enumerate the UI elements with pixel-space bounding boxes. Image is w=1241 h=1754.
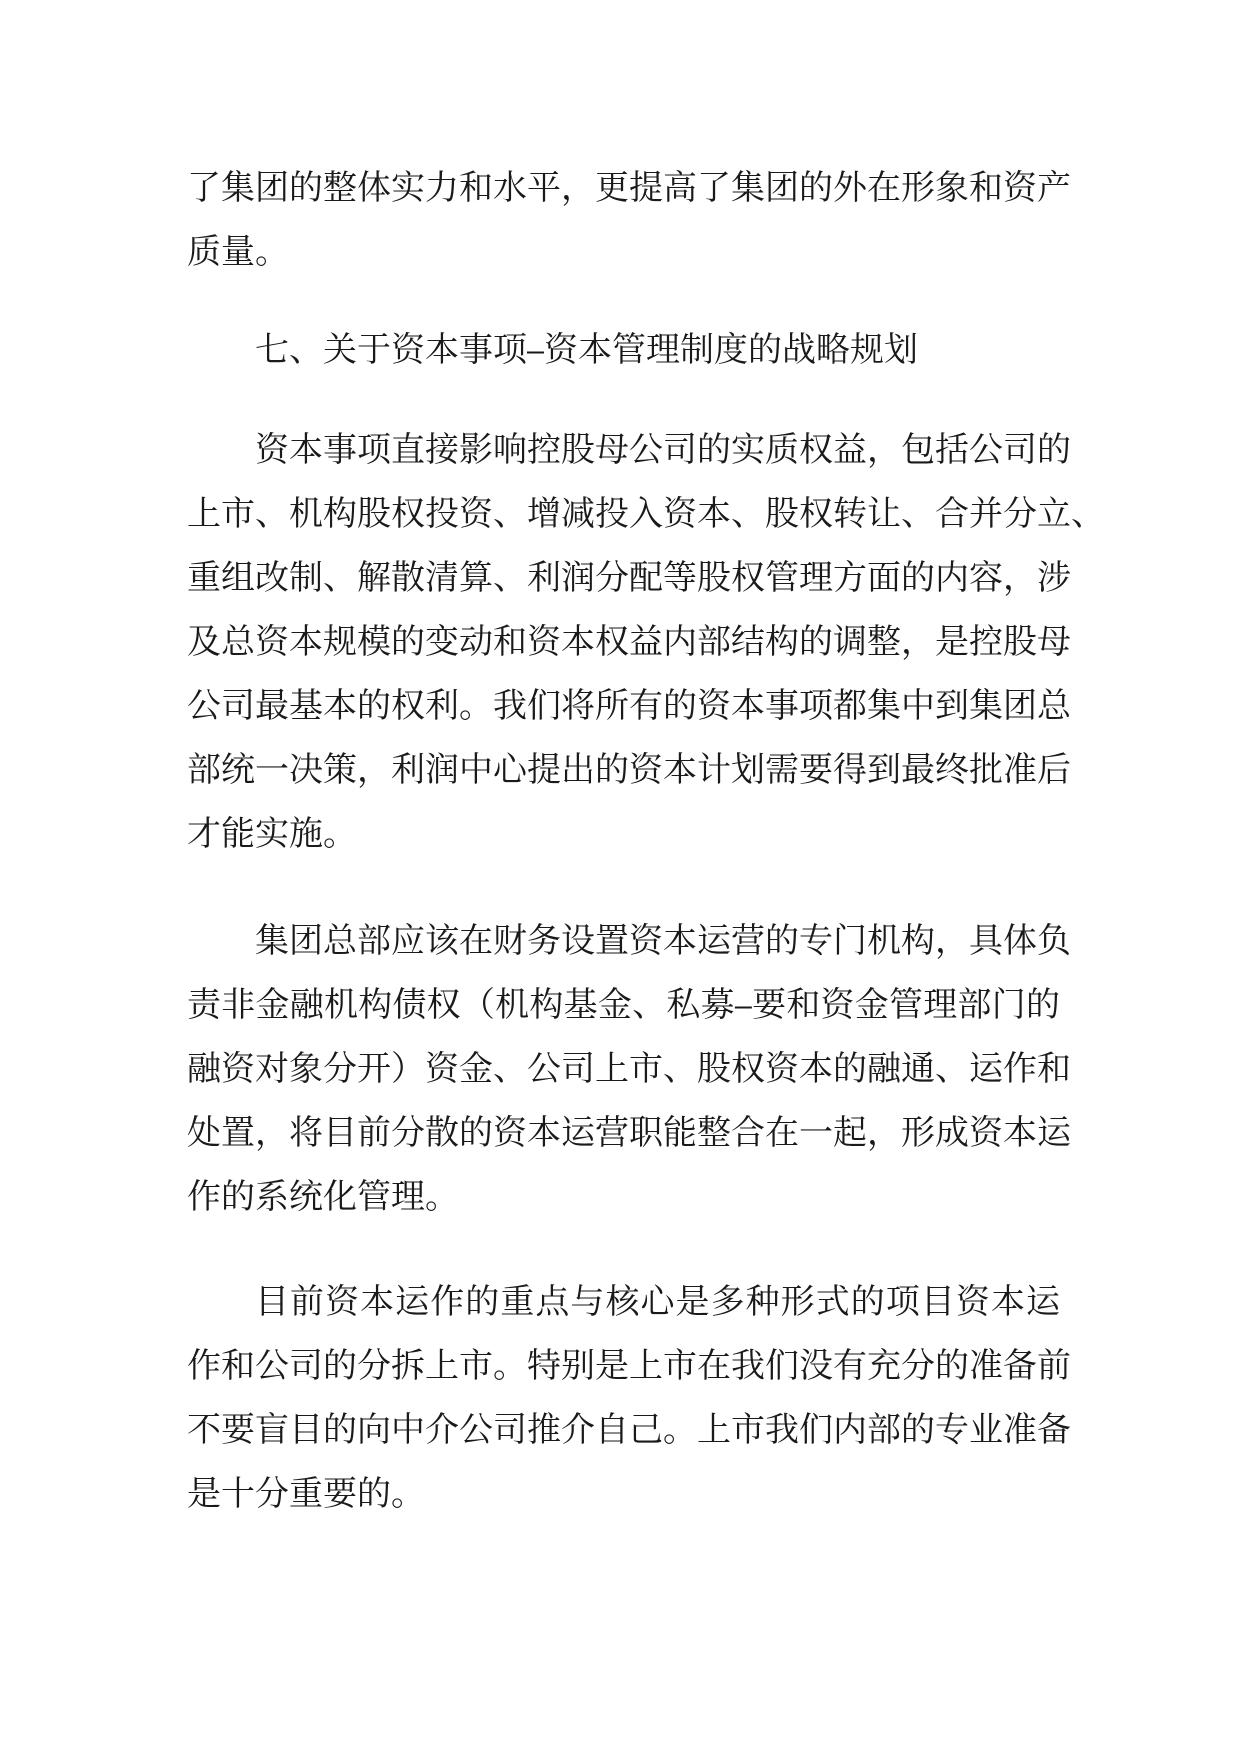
section-heading-text: 七、关于资本事项⎯资本管理制度的战略规划 — [255, 330, 918, 370]
text-line: 责非金融机构债权（机构基金、私募⎯要和资金管理部门的 — [187, 985, 1060, 1025]
paragraph-capital-operation-unit — [187, 909, 1071, 1229]
text-line: 是十分重要的。 — [187, 1474, 425, 1514]
text-line: 融资对象分开）资金、公司上市、股权资本的融通、运作和 — [187, 1049, 1071, 1089]
text-line: 公司最基本的权利。我们将所有的资本事项都集中到集团总 — [187, 686, 1071, 726]
paragraph-capital-matters — [187, 418, 1105, 866]
text-line: 及总资本规模的变动和资本权益内部结构的调整，是控股母 — [187, 622, 1071, 662]
text-line: 部统一决策，利润中心提出的资本计划需要得到最终批准后 — [187, 750, 1071, 790]
paragraph-continued — [187, 156, 1071, 284]
text-line: 了集团的整体实力和水平，更提高了集团的外在形象和资产 — [187, 168, 1071, 208]
text-line: 质量。 — [187, 232, 289, 272]
text-line: 集团总部应该在财务设置资本运营的专门机构，具体负 — [255, 921, 1071, 961]
text-line: 重组改制、解散清算、利润分配等股权管理方面的内容，涉 — [187, 558, 1071, 598]
paragraph-capital-focus — [187, 1270, 1071, 1526]
section-heading — [187, 318, 1060, 382]
text-line: 作和公司的分拆上市。特别是上市在我们没有充分的准备前 — [187, 1346, 1071, 1386]
text-line: 资本事项直接影响控股母公司的实质权益，包括公司的 — [255, 430, 1071, 470]
text-line: 上市、机构股权投资、增减投入资本、股权转让、合并分立、 — [187, 494, 1105, 534]
text-line: 作的系统化管理。 — [187, 1177, 459, 1217]
text-line: 才能实施。 — [187, 814, 357, 854]
text-line: 不要盲目的向中介公司推介自己。上市我们内部的专业准备 — [187, 1410, 1071, 1450]
text-line: 处置，将目前分散的资本运营职能整合在一起，形成资本运 — [187, 1113, 1071, 1153]
text-line: 目前资本运作的重点与核心是多种形式的项目资本运 — [255, 1282, 1060, 1322]
